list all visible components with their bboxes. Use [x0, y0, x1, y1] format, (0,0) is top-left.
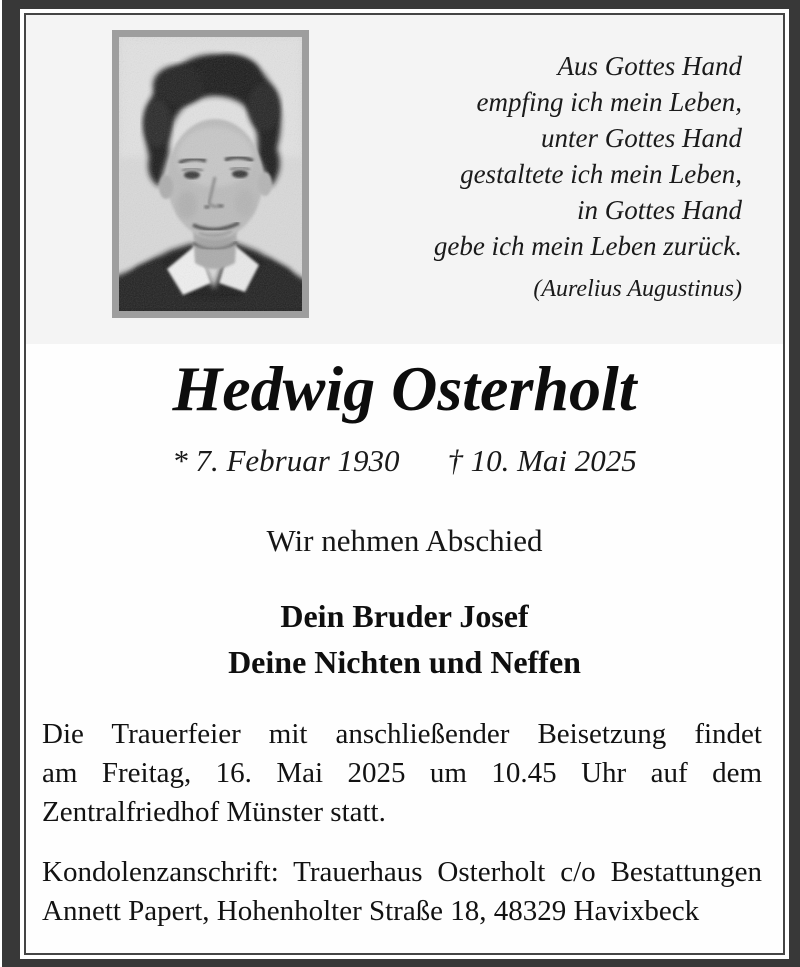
portrait-photo-illustration [119, 37, 302, 311]
birth-date: * 7. Februar 1930 [172, 443, 400, 478]
mourner-line: Dein Bruder Josef [280, 598, 529, 634]
header-section [26, 15, 783, 344]
life-dates [26, 443, 783, 479]
quote-attribution: (Aurelius Augustinus) [533, 276, 742, 302]
funeral-info-line: Die Trauerfeier mit anschließender Beisetzung findet [42, 718, 762, 750]
farewell-line: Wir nehmen Abschied [266, 523, 543, 558]
funeral-info-line: am Freitag, 16. Mai 2025 um 10.45 Uhr auf dem [42, 757, 762, 789]
quote-line: gestaltete ich mein Leben, [460, 159, 742, 189]
condolence-address [42, 853, 762, 931]
funeral-info [42, 715, 762, 832]
mourners-block [26, 593, 783, 685]
quote-line: gebe ich mein Leben zurück. [433, 231, 742, 261]
quote-line: empfing ich mein Leben, [476, 87, 742, 117]
quote-line: Aus Gottes Hand [557, 51, 742, 81]
mourner-line: Deine Nichten und Neffen [228, 644, 581, 680]
notice-outer-frame [2, 0, 800, 967]
condolence-line: Annett Papert, Hohenholter Straße 18, 48329 Havixbeck [42, 895, 700, 927]
quote-line: in Gottes Hand [577, 195, 742, 225]
funeral-info-line: Zentralfriedhof Münster statt. [42, 796, 386, 828]
deceased-name: Hedwig Osterholt [172, 353, 637, 424]
condolence-line: Kondolenzanschrift: Trauerhaus Osterholt c/o Bestattungen [42, 856, 762, 888]
portrait-photo [112, 30, 309, 318]
memorial-quote [322, 48, 742, 307]
death-date: † 10. Mai 2025 [447, 443, 637, 478]
notice-inner-frame [24, 13, 785, 955]
quote-line: unter Gottes Hand [541, 123, 742, 153]
